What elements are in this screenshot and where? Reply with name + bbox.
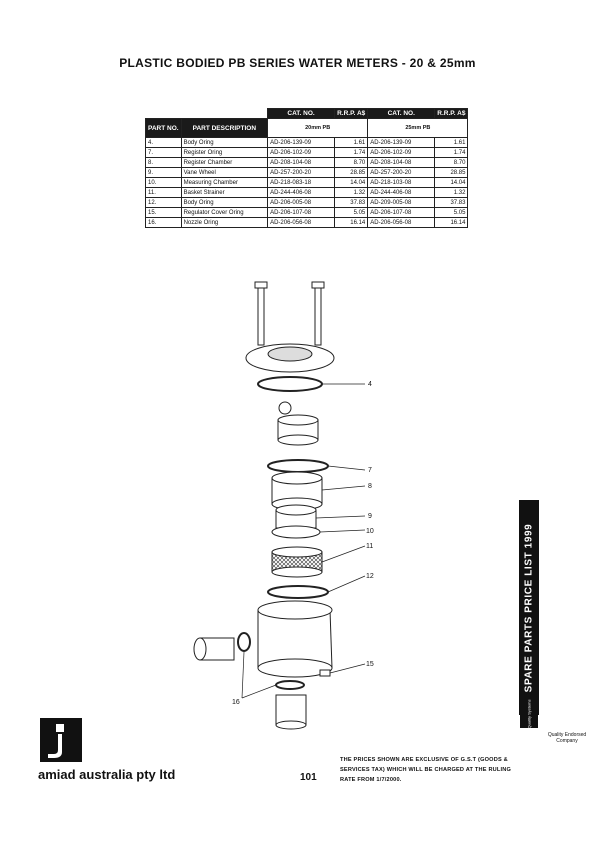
description-cell: Register Oring <box>181 148 268 158</box>
cat-no-25-cell: AD-208-104-08 <box>368 158 435 168</box>
part-no-cell: 4. <box>146 138 182 148</box>
callout-4: 4 <box>368 381 372 388</box>
callout-15: 15 <box>366 661 374 668</box>
gst-note: THE PRICES SHOWN ARE EXCLUSIVE OF G.S.T (GOODS & SERVICES TAX) WHICH WILL BE CHARGED AT THE RULING RATE FROM 1/7/2000. <box>340 757 512 783</box>
callout-8: 8 <box>368 483 372 490</box>
table-row <box>146 138 468 148</box>
cat-no-25-cell: AD-206-107-08 <box>368 208 435 218</box>
rrp-25-cell: 1.32 <box>435 188 468 198</box>
description-cell: Nozzle Oring <box>181 218 268 228</box>
part-no-cell: 11. <box>146 188 182 198</box>
page-title: PLASTIC BODIED PB SERIES WATER METERS - 20 & 25mm <box>119 56 476 70</box>
header-part-no: PART NO. <box>146 119 182 138</box>
cat-no-20-cell: AD-206-005-08 <box>268 198 335 208</box>
description-cell: Register Chamber <box>181 158 268 168</box>
rrp-25-cell: 16.14 <box>435 218 468 228</box>
bolt-left <box>258 285 264 345</box>
rrp-20-cell: 16.14 <box>335 218 368 228</box>
page-number: 101 <box>300 772 317 783</box>
rrp-25-cell: 1.74 <box>435 148 468 158</box>
description-cell: Basket Strainer <box>181 188 268 198</box>
part-no-cell: 7. <box>146 148 182 158</box>
rrp-20-cell: 37.83 <box>335 198 368 208</box>
parts-table <box>145 108 468 228</box>
description-cell: Vane Wheel <box>181 168 268 178</box>
rrp-20-cell: 1.61 <box>335 138 368 148</box>
cat-no-20-cell: AD-257-200-20 <box>268 168 335 178</box>
header-rrp-20: R.R.P. A$ <box>335 109 368 119</box>
measuring-chamber <box>272 526 320 538</box>
cat-no-20-cell: AD-208-104-08 <box>268 158 335 168</box>
rrp-20-cell: 1.32 <box>335 188 368 198</box>
cat-no-20-cell: AD-218-083-18 <box>268 178 335 188</box>
price-list-banner-text: SPARE PARTS PRICE LIST 1999 <box>523 523 535 692</box>
table-row <box>146 178 468 188</box>
header-rrp-25: R.R.P. A$ <box>435 109 468 119</box>
cat-no-25-cell: AD-257-200-20 <box>368 168 435 178</box>
part-no-cell: 8. <box>146 158 182 168</box>
callout-11: 11 <box>366 543 374 550</box>
oring-16-inlet <box>238 633 250 651</box>
cat-no-25-cell: AD-206-056-08 <box>368 218 435 228</box>
description-cell: Body Oring <box>181 198 268 208</box>
exploded-diagram <box>180 280 420 740</box>
table-row <box>146 148 468 158</box>
cat-no-25-cell: AD-206-139-09 <box>368 138 435 148</box>
rrp-25-cell: 8.70 <box>435 158 468 168</box>
oring-16-outlet <box>276 681 304 689</box>
part-no-cell: 16. <box>146 218 182 228</box>
oring-7 <box>268 460 328 472</box>
description-cell: Regulator Cover Oring <box>181 208 268 218</box>
rrp-25-cell: 14.04 <box>435 178 468 188</box>
rrp-25-cell: 1.61 <box>435 138 468 148</box>
description-cell: Body Oring <box>181 138 268 148</box>
table-row <box>146 168 468 178</box>
oring-4 <box>258 377 322 391</box>
regulator-knob <box>279 402 291 414</box>
table-row <box>146 188 468 198</box>
rrp-20-cell: 5.05 <box>335 208 368 218</box>
amiad-logo-icon <box>40 718 82 762</box>
callout-12: 12 <box>366 573 374 580</box>
part-no-cell: 9. <box>146 168 182 178</box>
header-cat-no-20: CAT. NO. <box>268 109 335 119</box>
rrp-20-cell: 8.70 <box>335 158 368 168</box>
header-20mm: 20mm PB <box>268 119 368 138</box>
cat-no-20-cell: AD-206-102-09 <box>268 148 335 158</box>
part-no-cell: 10. <box>146 178 182 188</box>
table-row <box>146 198 468 208</box>
callout-16: 16 <box>232 699 240 706</box>
quality-endorsed-note: Quality Endorsed Company <box>547 732 587 744</box>
company-name: amiad australia pty ltd <box>38 767 176 782</box>
callout-7: 7 <box>368 467 372 474</box>
callout-10: 10 <box>366 528 374 535</box>
description-cell: Measuring Chamber <box>181 178 268 188</box>
oring-12 <box>268 586 328 598</box>
callout-9: 9 <box>368 513 372 520</box>
rrp-25-cell: 5.05 <box>435 208 468 218</box>
rrp-25-cell: 28.85 <box>435 168 468 178</box>
cat-no-25-cell: AD-244-406-08 <box>368 188 435 198</box>
table-row <box>146 158 468 168</box>
part-no-cell: 15. <box>146 208 182 218</box>
header-part-description: PART DESCRIPTION <box>181 119 268 138</box>
cat-no-20-cell: AD-244-406-08 <box>268 188 335 198</box>
rrp-20-cell: 28.85 <box>335 168 368 178</box>
cat-no-25-cell: AD-209-005-08 <box>368 198 435 208</box>
rrp-25-cell: 37.83 <box>435 198 468 208</box>
bolt-right <box>315 285 321 345</box>
cat-no-25-cell: AD-218-103-08 <box>368 178 435 188</box>
rrp-20-cell: 1.74 <box>335 148 368 158</box>
cat-no-20-cell: AD-206-107-08 <box>268 208 335 218</box>
header-25mm: 25mm PB <box>368 119 468 138</box>
price-list-banner <box>519 500 539 715</box>
header-cat-no-25: CAT. NO. <box>368 109 435 119</box>
part-no-cell: 12. <box>146 198 182 208</box>
table-row <box>146 218 468 228</box>
table-row <box>146 208 468 218</box>
rrp-20-cell: 14.04 <box>335 178 368 188</box>
cat-no-20-cell: AD-206-056-08 <box>268 218 335 228</box>
cat-no-20-cell: AD-206-139-09 <box>268 138 335 148</box>
cat-no-25-cell: AD-206-102-09 <box>368 148 435 158</box>
quality-systems-badge: Quality Systems <box>520 700 538 728</box>
